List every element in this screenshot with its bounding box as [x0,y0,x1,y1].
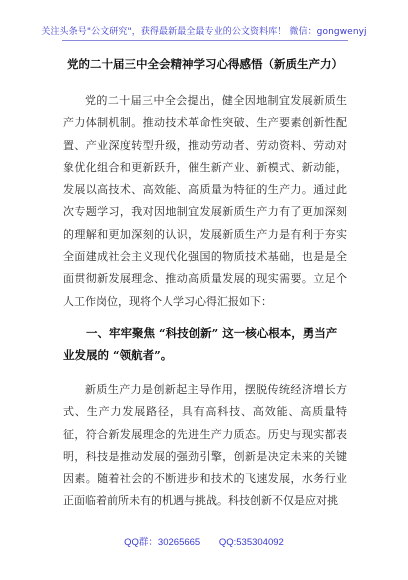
header-divider [62,40,348,41]
header-note: 关注头条号"公文研究"，获得最新最全最专业的公文资料库！ 微信：gongwenyj [41,27,367,37]
footer-contact [0,534,408,548]
document-title: 党的二十届三中全会精神学习心得感悟（新质生产力） [67,57,343,71]
section-paragraph: 新质生产力是创新起主导作用，摆脱传统经济增长方式、生产力发展路径，具有高科技、高效能、高质量特征，符合新发展理念的先进生产力质态。历史与现实都表明，科技是推动发展的强劲引擎，创新是决定未来的关键因素。随着社会的不断进步和技术的飞速发展，水务行业正面临着前所未有的机遇与挑战。科技创新不仅是应对挑 [63,383,347,508]
intro-paragraph: 党的二十届三中全会提出，健全因地制宜发展新质生产力体制机制。推动技术革命性突破、生产要素创新性配置、产业深度转型升级，推动劳动者、劳动资料、劳动对象优化组合和更新跃升，催生新产业、新模式、新动能，发展以高技术、高效能、高质量为特征的生产力。通过此次专题学习，我对因地制宜发展新质生产力有了更加深刻的理解和更加深刻的认识，发展新质生产力是有利于夯实全面建成社会主义现代化强国的物质技术基础，也是是全面贯彻新发展理念、推动高质量发展的现实需要。立足个人工作岗位，现将个人学习心得汇报如下： [63,94,347,308]
section-heading: 一、牢牢聚焦 “科技创新” 这一核心根本，勇当产业发展的 “领航者”。 [63,326,338,362]
footer-qq-group: QQ群：30265665 [124,537,201,548]
footer-qq: QQ:535304092 [218,537,284,548]
